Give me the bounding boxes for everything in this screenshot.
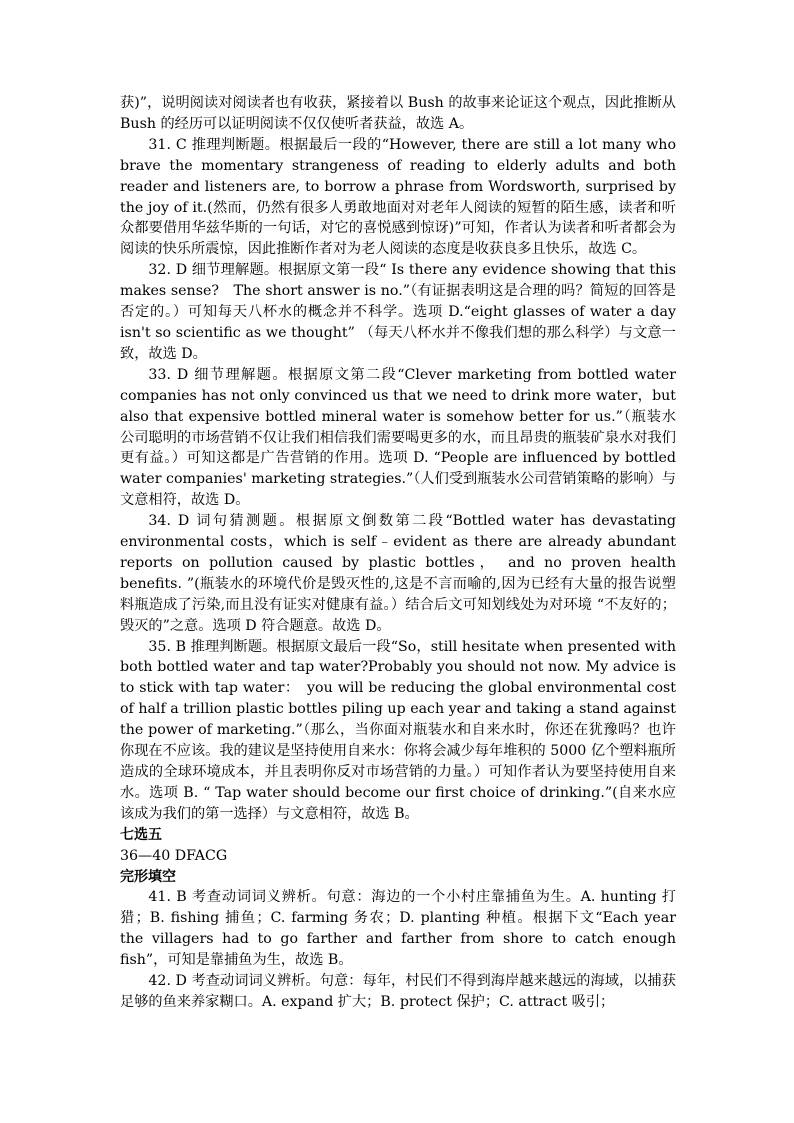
section-heading-seven-choose-five: 七选五 [120, 826, 162, 843]
paragraph-answer-31: 31. C 推理判断题。根据最后一段的“However, there are still a lot many who brave the momentary strangeness of reading to elderly adults and both reader and listeners are, to borrow a phrase from Wordsworth, surprised by the joy of it.(然而，仍然有很多人勇敢地面对对老年人阅读的短暂的陌生感，读者和听众都要借用华兹华斯的一句话，对它的喜悦感到惊讶)”可知，作者认为读者和听者都会为阅读的快乐所震惊，因此推断作者对为老人阅读的态度是收获良多且快乐，故选 C。 [120, 136, 676, 258]
answer-line-36-40: 36—40 DFACG [120, 847, 228, 864]
paragraph-answer-30-continued: 获)”，说明阅读对阅读者也有收获，紧接着以 Bush 的故事来论证这个观点，因此推断从 Bush 的经历可以证明阅读不仅仅使听者获益，故选 A。 [120, 95, 676, 132]
document-page [120, 93, 676, 1013]
paragraph-answer-33: 33. D 细节理解题。根据原文第二段“Clever marketing from bottled water companies has not only convinced us that we need to drink more water，but also that expensive bottled mineral water is somehow better for us.”（瓶装水公司聪明的市场营销不仅让我们相信我们需要喝更多的水，而且昂贵的瓶装矿泉水对我们更有益。）可知这都是广告营销的作用。选项 D. “People are influenced by bottled water companies' marketing strategies.”（人们受到瓶装水公司营销策略的影响）与文意相符，故选 D。 [120, 366, 676, 509]
paragraph-answer-32: 32. D 细节理解题。根据原文第一段“ Is there any evidence showing that this makes sense? The short answer is no.”（有证据表明这是合理的吗？简短的回答是否定的。）可知每天八杯水的概念并不科学。选项 D.“eight glasses of water a day isn't so scientific as we thought” （每天八杯水并不像我们想的那么科学）与文意一致，故选 D。 [120, 262, 676, 362]
paragraph-answer-34: 34. D 词句猜测题。根据原文倒数第二段“Bottled water has devastating environmental costs，which is self﹣evident as there are already abundant reports on pollution caused by plastic bottles， and no proven health benefits. ”(瓶装水的环境代价是毁灭性的,这是不言而喻的,因为已经有大量的报告说塑料瓶造成了污染,而且没有证实对健康有益。）结合后文可知划线处为对环境 “不友好的；毁灭的”之意。选项 D 符合题意。故选 D。 [120, 513, 676, 634]
section-heading-cloze: 完形填空 [120, 868, 176, 885]
paragraph-answer-42: 42. D 考查动词词义辨析。句意：每年，村民们不得到海岸越来越远的海域，以捕获足够的鱼来养家糊口。A. expand 扩大；B. protect 保护；C. attract 吸引； [120, 973, 676, 1010]
paragraph-answer-41: 41. B 考查动词词义辨析。句意：海边的一个小村庄靠捕鱼为生。A. hunting 打猎；B. fishing 捕鱼；C. farming 务农；D. planting 种植。根据下文“Each year the villagers had to go farther and farther from shore to catch enough fish”，可知是靠捕鱼为生，故选 B。 [120, 889, 676, 969]
paragraph-answer-35: 35. B 推理判断题。根据原文最后一段“So，still hesitate when presented with both bottled water and tap water?Probably you should not now. My advice is to stick with tap water： you will be reducing the global environmental cost of half a trillion plastic bottles piling up each year and taking a stand against the power of marketing.”（那么，当你面对瓶装水和自来水时，你还在犹豫吗？也许你现在不应该。我的建议是坚持使用自来水：你将会减少每年堆积的 5000 亿个塑料瓶所造成的全球环境成本，并且表明你反对市场营销的力量。）可知作者认为要坚持使用自来水。选项 B. “ Tap water should become our first choice of drinking.”(自来水应该成为我们的第一选择）与文意相符，故选 B。 [120, 638, 676, 822]
